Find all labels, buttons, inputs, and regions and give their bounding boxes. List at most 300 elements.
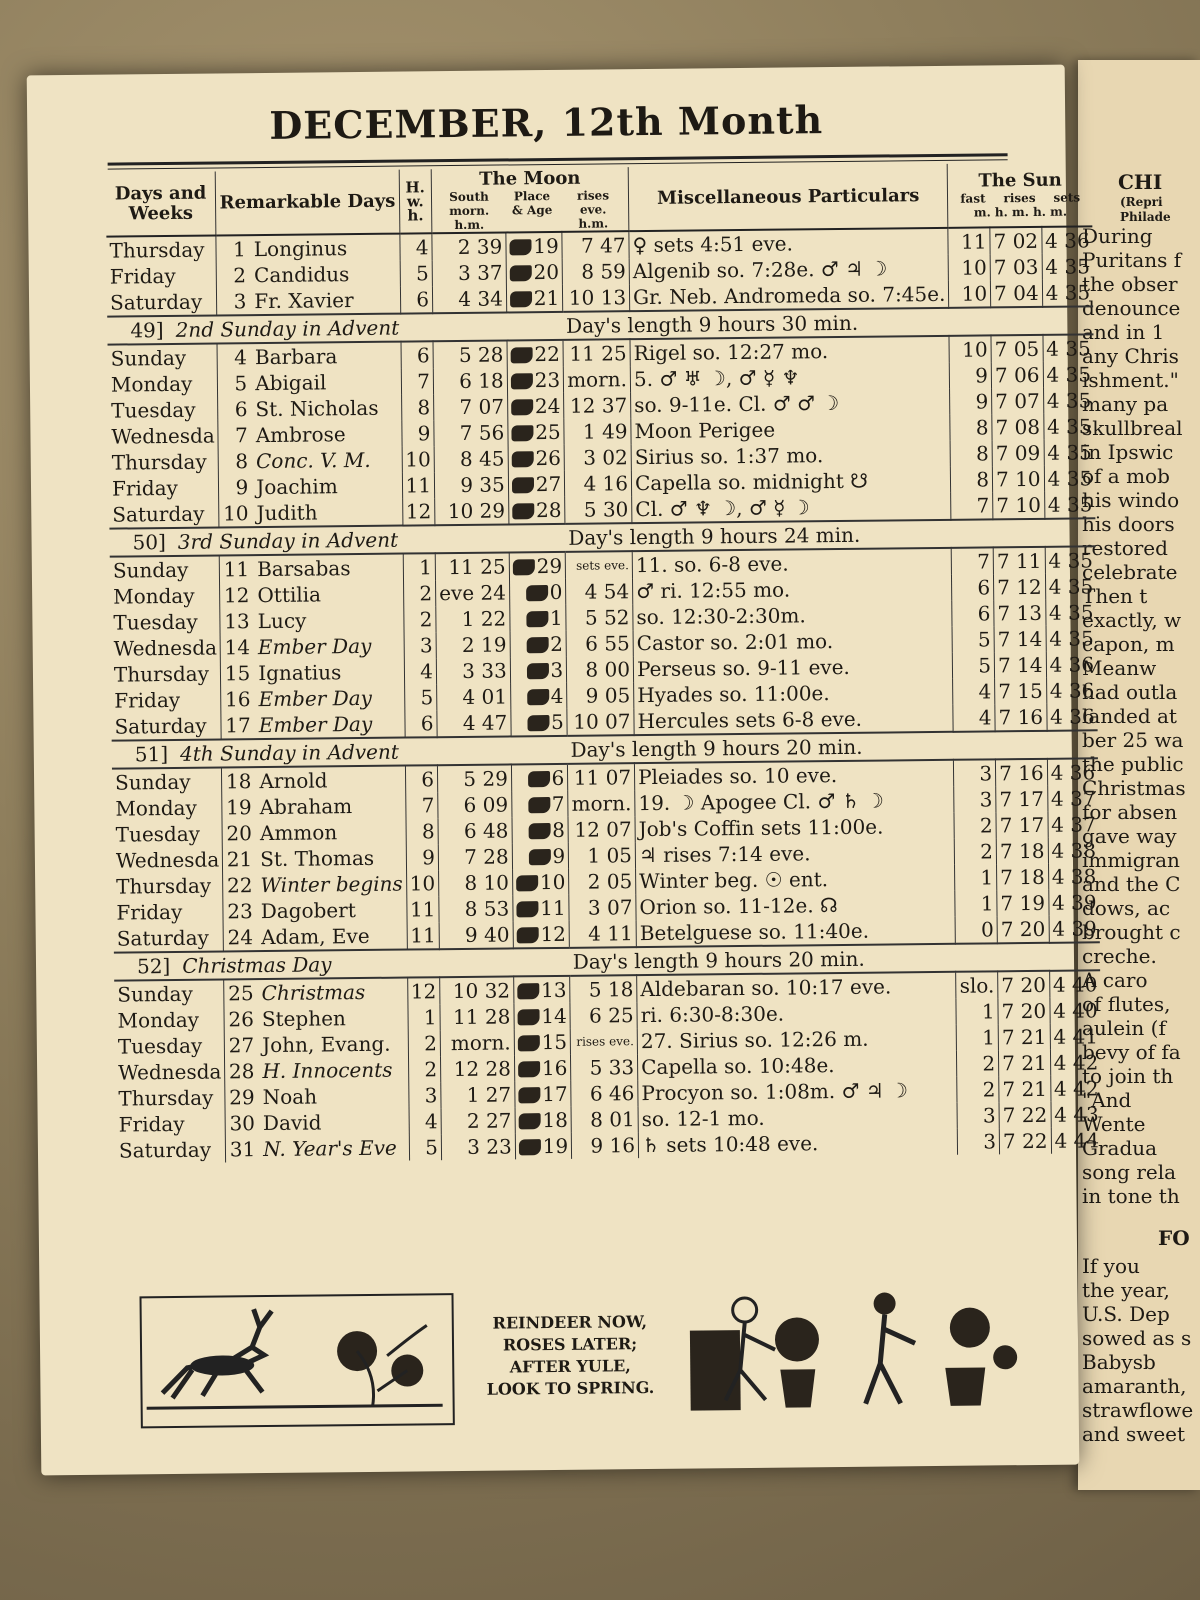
high-water: 6 — [404, 710, 437, 737]
day-name: John, Evang. — [262, 1031, 391, 1058]
moon-place-cell — [515, 1133, 572, 1160]
high-water: 6 — [400, 286, 433, 313]
remarkable-day-cell — [225, 1109, 409, 1137]
sun-rises: 7 09 — [992, 440, 1044, 467]
facing-page-line: song rela — [1082, 1160, 1177, 1184]
sun-rises: 7 07 — [992, 388, 1044, 415]
misc-particulars: Capella so. 10:48e. — [638, 1051, 958, 1080]
sun-fast: 5 — [952, 626, 994, 652]
zodiac-sign-icon — [518, 1113, 540, 1129]
weekday: Saturday — [116, 925, 210, 951]
sun-fast: 4 — [953, 678, 995, 704]
day-number: 28 — [228, 1059, 255, 1084]
almanac-body — [106, 226, 1102, 1163]
moon-south: 4 34 — [432, 285, 506, 313]
day-length: Day's length 9 hours 24 min. — [568, 522, 861, 550]
day-name: Candidus — [253, 262, 350, 288]
moon-rises: 8 01 — [571, 1106, 638, 1133]
moon-rises: 12 07 — [568, 816, 635, 843]
weekday: Monday — [115, 795, 197, 821]
facing-page-title: CHI — [1118, 170, 1163, 194]
moon-age: 8 — [552, 817, 565, 843]
day-number: 4 — [234, 345, 248, 370]
facing-page-line: amaranth, — [1082, 1374, 1187, 1398]
sun-fast: 7 — [952, 547, 994, 574]
sun-rises: 7 15 — [995, 678, 1047, 705]
sun-rises: 7 21 — [999, 1050, 1051, 1077]
facing-page-line: aulein (f — [1082, 1016, 1166, 1040]
high-water: 4 — [409, 1108, 442, 1134]
remarkable-day-cell — [223, 845, 407, 873]
zodiac-sign-icon — [526, 611, 548, 627]
high-water: 6 — [405, 765, 438, 792]
facing-page-line: U.S. Dep — [1082, 1302, 1170, 1326]
sun-rises: 7 20 — [998, 971, 1050, 999]
sun-fast: 4 — [953, 704, 995, 731]
facing-page-line: of a mob — [1082, 464, 1170, 488]
sun-sets: 4 37 — [1048, 811, 1099, 838]
sun-fast: 2 — [955, 838, 997, 864]
moon-age: 14 — [541, 1003, 567, 1029]
moon-age: 26 — [535, 445, 562, 471]
moon-rises: 5 30 — [565, 496, 632, 524]
sun-rises: 7 20 — [998, 998, 1050, 1025]
zodiac-sign-icon — [512, 477, 534, 493]
moon-south: 6 18 — [433, 367, 507, 394]
zodiac-sign-icon — [511, 451, 533, 467]
moon-place-cell — [513, 921, 570, 949]
sun-rises: 7 21 — [998, 1024, 1050, 1051]
sun-fast: 1 — [955, 890, 997, 916]
sun-rises: 7 16 — [995, 759, 1047, 787]
high-water: 12 — [407, 977, 440, 1004]
remarkable-day-cell — [220, 607, 404, 635]
misc-particulars: Gr. Neb. Andromeda so. 7:45e. — [629, 281, 949, 311]
day-number: 17 — [225, 713, 251, 738]
moon-age: 25 — [535, 419, 561, 445]
zodiac-sign-icon — [517, 1009, 539, 1025]
remarkable-day-cell — [224, 978, 408, 1007]
remarkable-day-cell — [226, 1135, 410, 1163]
moon-place-cell — [508, 471, 565, 498]
moon-south: 9 35 — [434, 471, 508, 498]
moon-rises: 11 25 — [563, 339, 630, 367]
header-high-water: H. w. h. — [399, 169, 432, 233]
zodiac-sign-icon — [527, 689, 549, 705]
header-remarkable-days: Remarkable Days — [215, 170, 399, 236]
motto-line-1: REINDEER NOW, — [492, 1312, 648, 1333]
weekday: Saturday — [109, 289, 203, 315]
zodiac-sign-icon — [516, 927, 538, 943]
remarkable-day-cell — [222, 819, 406, 847]
moon-age: 3 — [550, 657, 564, 683]
sun-rises: 7 18 — [997, 864, 1049, 891]
facing-page-line: creche. — [1082, 944, 1157, 968]
moon-south: 4 01 — [437, 683, 511, 710]
facing-page-line: gave way — [1082, 824, 1177, 848]
misc-particulars: so. 9-11e. Cl. ♂ ♂ ☽ — [631, 389, 951, 418]
day-name: Abraham — [259, 794, 353, 820]
sun-sets: 4 35 — [1046, 625, 1097, 652]
sun-rises: 7 05 — [991, 335, 1043, 363]
sun-rises: 7 04 — [990, 280, 1042, 308]
day-name: Winter begins — [260, 871, 403, 898]
facing-page-line: capon, m — [1082, 632, 1175, 656]
facing-page-line: skullbreal — [1082, 416, 1183, 440]
high-water: 9 — [401, 420, 434, 446]
facing-page-subtitle-1: (Repri — [1120, 195, 1163, 209]
moon-south: 6 48 — [438, 817, 512, 844]
motto-line-3: AFTER YULE, — [509, 1356, 631, 1377]
weekday: Thursday — [116, 873, 212, 899]
header-sun-rises: rises — [1003, 190, 1036, 206]
moon-place-cell — [509, 552, 566, 580]
moon-rises: 8 59 — [562, 258, 629, 285]
sun-sets: 4 35 — [1045, 599, 1096, 626]
sun-fast: 9 — [950, 388, 992, 414]
sun-sets: 4 35 — [1045, 546, 1096, 574]
remarkable-day-cell — [218, 421, 402, 449]
zodiac-sign-icon — [526, 585, 548, 601]
high-water: 7 — [401, 368, 434, 394]
high-water: 1 — [407, 1004, 440, 1030]
day-name: Conc. V. M. — [255, 447, 371, 474]
moon-rises: 3 02 — [564, 444, 631, 471]
moon-rises: morn. — [568, 790, 635, 817]
moon-south: 6 09 — [438, 791, 512, 818]
moon-age: 23 — [534, 367, 561, 393]
zodiac-sign-icon — [510, 291, 532, 307]
facing-page-line: Then t — [1082, 584, 1148, 608]
sun-rises: 7 22 — [999, 1102, 1051, 1129]
moon-south: 7 07 — [434, 393, 508, 420]
moon-rises: 12 37 — [564, 392, 631, 419]
sun-rises: 7 06 — [991, 362, 1043, 389]
day-number: 20 — [226, 821, 253, 846]
high-water: 10 — [406, 870, 439, 896]
remarkable-day-cell — [221, 711, 405, 740]
zodiac-sign-icon — [527, 715, 549, 731]
facing-page-line: exactly, w — [1082, 608, 1182, 632]
sun-sets: 4 36 — [1047, 758, 1098, 786]
moon-south: 2 27 — [441, 1107, 515, 1134]
sun-rises: 7 19 — [997, 890, 1049, 917]
day-number: 18 — [225, 769, 252, 794]
misc-particulars: Perseus so. 9-11 eve. — [633, 653, 953, 682]
remarkable-day-cell — [218, 395, 402, 423]
moon-place-cell — [510, 683, 567, 710]
moon-south: 7 56 — [434, 419, 508, 446]
almanac-table — [106, 162, 1102, 1163]
sun-fast: 3 — [958, 1128, 1000, 1154]
moon-south: 8 53 — [439, 895, 513, 922]
facing-page-line: restored — [1082, 536, 1168, 560]
day-number: 31 — [229, 1137, 256, 1162]
facing-page-line: many pa — [1082, 392, 1169, 416]
sun-fast: 3 — [954, 786, 996, 812]
weekday: Thursday — [113, 661, 210, 687]
misc-particulars: Castor so. 2:01 mo. — [633, 627, 953, 656]
facing-page-line: Christmas — [1082, 776, 1186, 800]
weekday: Saturday — [118, 1137, 212, 1163]
header-sun-fast: fast — [960, 191, 986, 206]
moon-age: 15 — [541, 1029, 568, 1055]
gardeners-woodcut — [684, 1287, 1025, 1419]
misc-particulars: ♃ rises 7:14 eve. — [635, 839, 955, 868]
day-number: 27 — [228, 1033, 255, 1058]
sun-rises: 7 12 — [994, 574, 1046, 601]
moon-south: 3 33 — [436, 657, 510, 684]
day-name: Ottilia — [257, 582, 322, 608]
weekday: Wednesda — [111, 423, 215, 449]
sun-rises: 7 21 — [999, 1076, 1051, 1103]
moon-rises: 9 16 — [572, 1132, 639, 1159]
page-title: DECEMBER, 12th Month — [269, 97, 824, 148]
facing-page-line: "And — [1082, 1088, 1132, 1112]
zodiac-sign-icon — [516, 901, 538, 917]
sun-sets: 4 39 — [1048, 889, 1099, 916]
sun-rises: 7 03 — [990, 254, 1042, 281]
moon-rises: 4 54 — [566, 578, 633, 605]
moon-age: 28 — [535, 497, 562, 523]
header-misc: Miscellaneous Particulars — [628, 164, 948, 231]
moon-place-cell — [508, 445, 565, 472]
remarkable-day-cell — [217, 287, 401, 316]
header-sun-group — [948, 162, 1093, 228]
misc-particulars: Rigel so. 12:27 mo. — [630, 336, 950, 366]
moon-rises: 6 55 — [566, 630, 633, 657]
misc-particulars: 27. Sirius so. 12:26 m. — [637, 1025, 957, 1054]
high-water: 5 — [409, 1134, 442, 1160]
moon-place-cell — [513, 976, 570, 1004]
misc-particulars: ♄ sets 10:48 eve. — [638, 1129, 958, 1158]
day-name: St. Nicholas — [255, 395, 379, 422]
weekday: Tuesday — [111, 397, 196, 423]
high-water: 4 — [404, 658, 437, 684]
moon-place-cell — [510, 605, 567, 632]
high-water: 2 — [408, 1056, 441, 1082]
moon-place-cell — [515, 1107, 572, 1134]
moon-rises: morn. — [564, 366, 631, 393]
high-water: 7 — [405, 792, 438, 818]
day-number: 14 — [224, 635, 251, 660]
facing-page-line: Puritans f — [1082, 248, 1182, 272]
sun-fast: 3 — [957, 1102, 999, 1128]
sun-fast: 1 — [957, 1024, 999, 1050]
day-length: Day's length 9 hours 20 min. — [572, 946, 865, 974]
day-name: Ammon — [259, 820, 338, 846]
moon-place-cell — [506, 232, 563, 260]
weekday: Sunday — [110, 345, 187, 371]
sun-rises: 7 18 — [996, 838, 1048, 865]
moon-age: 11 — [540, 895, 566, 921]
remarkable-day-cell — [220, 554, 404, 583]
high-water: 11 — [406, 896, 439, 922]
day-number: 26 — [228, 1007, 254, 1032]
zodiac-sign-icon — [519, 1139, 541, 1155]
sun-rises: 7 10 — [993, 492, 1045, 520]
zodiac-sign-icon — [526, 637, 548, 653]
moon-age: 19 — [542, 1133, 569, 1159]
weekday: Sunday — [114, 769, 191, 795]
misc-particulars: Hyades so. 11:00e. — [634, 679, 954, 708]
weekday: Monday — [110, 371, 193, 397]
facing-page-line: landed at — [1082, 704, 1177, 728]
weekday: Saturday — [114, 713, 207, 739]
day-length: Day's length 9 hours 20 min. — [570, 734, 863, 762]
moon-place-cell — [512, 817, 569, 844]
moon-rises: rises eve. — [570, 1028, 637, 1055]
footer-illustrations — [139, 1287, 1031, 1446]
remarkable-day-cell — [222, 793, 406, 821]
day-number: 29 — [229, 1085, 255, 1110]
moon-age: 29 — [536, 553, 563, 579]
day-name: Ambrose — [255, 422, 346, 448]
high-water: 10 — [402, 446, 435, 472]
moon-place-cell — [509, 579, 566, 606]
moon-rises: 10 07 — [567, 708, 634, 736]
misc-particulars: Orion so. 11-12e. ☊ — [636, 891, 956, 920]
day-number: 5 — [234, 371, 248, 396]
zodiac-sign-icon — [510, 347, 532, 363]
header-sun: The Sun — [978, 169, 1062, 192]
facing-page-line: for absen — [1082, 800, 1178, 824]
zodiac-sign-icon — [516, 875, 538, 891]
facing-page-text-2 — [1078, 1254, 1200, 1446]
day-name: Barsabas — [257, 556, 351, 582]
weekday: Thursday — [109, 237, 205, 263]
day-name: Dagobert — [260, 898, 356, 924]
reindeer-roses-woodcut — [139, 1293, 454, 1428]
moon-place-cell — [506, 259, 563, 286]
day-name: Adam, Eve — [260, 923, 370, 950]
moon-age: 16 — [541, 1055, 568, 1081]
moon-place-cell — [507, 340, 564, 368]
sun-fast: 9 — [950, 362, 992, 388]
weekday: Tuesday — [117, 1033, 203, 1059]
sun-fast: 10 — [949, 280, 991, 307]
remarkable-day-cell — [216, 261, 400, 289]
zodiac-sign-icon — [512, 503, 534, 519]
remarkable-day-cell — [223, 897, 407, 925]
remarkable-day-cell — [220, 633, 404, 661]
day-name: H. Innocents — [262, 1057, 393, 1084]
sun-fast: 6 — [952, 600, 994, 626]
remarkable-day-cell — [218, 369, 402, 397]
sun-rises: 7 22 — [999, 1128, 1051, 1155]
sun-sets: 4 36 — [1046, 651, 1097, 678]
moon-rises: 9 05 — [567, 682, 634, 709]
header-moon-group — [431, 167, 629, 233]
moon-age: 19 — [533, 233, 559, 259]
zodiac-sign-icon — [528, 771, 550, 787]
misc-particulars: Procyon so. 1:08m. ♂ ♃ ☽ — [638, 1077, 958, 1106]
moon-place-cell — [514, 1003, 571, 1030]
high-water: 12 — [402, 498, 435, 525]
zodiac-sign-icon — [518, 1061, 540, 1077]
moon-rises: 3 07 — [569, 894, 636, 921]
remarkable-day-cell — [219, 499, 403, 528]
remarkable-day-cell — [225, 1031, 409, 1059]
zodiac-sign-icon — [509, 265, 531, 281]
remarkable-day-cell — [216, 234, 400, 263]
weekday: Saturday — [112, 501, 205, 527]
misc-particulars: ♂ ri. 12:55 mo. — [633, 575, 953, 604]
header-sun-sets: sets — [1053, 190, 1081, 205]
moon-south: 3 23 — [441, 1133, 515, 1160]
motto-line-2: ROSES LATER; — [502, 1334, 638, 1355]
moon-rises: 10 13 — [563, 284, 630, 312]
misc-particulars: Pleiades so. 10 eve. — [634, 760, 954, 790]
sun-sets: 4 35 — [1045, 573, 1096, 600]
weekday: Friday — [118, 1111, 185, 1137]
moon-south: eve 24 — [436, 579, 510, 606]
moon-place-cell — [512, 791, 569, 818]
weekday: Friday — [116, 899, 183, 925]
sun-fast: 8 — [951, 466, 993, 492]
header-sun-units: m. h. m. h. m. — [973, 204, 1068, 220]
weekday: Wednesda — [115, 847, 220, 873]
moon-rises: 5 18 — [570, 975, 637, 1003]
moon-place-cell — [512, 843, 569, 870]
sun-sets: 4 41 — [1050, 1023, 1101, 1050]
high-water: 5 — [404, 684, 437, 710]
sun-rises: 7 02 — [990, 227, 1042, 255]
moon-south: 8 10 — [439, 869, 513, 896]
sun-fast: 2 — [954, 812, 996, 838]
facing-page-line: dows, ac — [1082, 896, 1171, 920]
moon-rises: 5 33 — [571, 1054, 638, 1081]
facing-page-line: and the C — [1082, 872, 1181, 896]
day-number: 7 — [234, 423, 248, 448]
day-name: Fr. Xavier — [254, 288, 354, 314]
sunday-name: 3rd Sunday in Advent — [177, 527, 399, 554]
day-name: Abigail — [255, 370, 327, 396]
zodiac-sign-icon — [528, 849, 550, 865]
moon-rises: 7 47 — [562, 231, 629, 259]
day-name: Stephen — [261, 1006, 346, 1032]
moon-age: 4 — [550, 683, 564, 709]
week-number: 51] — [134, 742, 169, 767]
remarkable-day-cell — [218, 447, 402, 475]
moon-south: 9 40 — [439, 921, 513, 949]
day-number: 25 — [228, 981, 254, 1006]
sun-rises: 7 17 — [996, 786, 1048, 813]
day-name: Christmas — [261, 979, 366, 1006]
high-water: 2 — [403, 580, 436, 606]
sun-rises: 7 14 — [994, 652, 1046, 679]
moon-age: 6 — [551, 765, 565, 791]
facing-page-line: bevy of fa — [1082, 1040, 1181, 1064]
moon-south: 12 28 — [440, 1055, 514, 1082]
weekday: Friday — [111, 475, 179, 501]
misc-particulars: Winter beg. ☉ ent. — [636, 865, 956, 894]
moon-south: 3 37 — [432, 259, 506, 286]
moon-place-cell — [510, 657, 567, 684]
day-name: Longinus — [253, 236, 348, 262]
moon-place-cell — [515, 1081, 572, 1108]
sun-sets: 4 44 — [1051, 1127, 1102, 1154]
sun-sets: 4 36 — [1046, 703, 1097, 731]
moon-age: 22 — [534, 341, 561, 367]
day-name: Ember Day — [258, 711, 373, 738]
sun-rises: 7 17 — [996, 812, 1048, 839]
sun-sets: 4 35 — [1042, 279, 1093, 307]
moon-age: 13 — [540, 977, 567, 1003]
sun-sets: 4 35 — [1043, 413, 1094, 440]
high-water: 8 — [401, 394, 434, 420]
remarkable-day-cell — [223, 923, 407, 952]
